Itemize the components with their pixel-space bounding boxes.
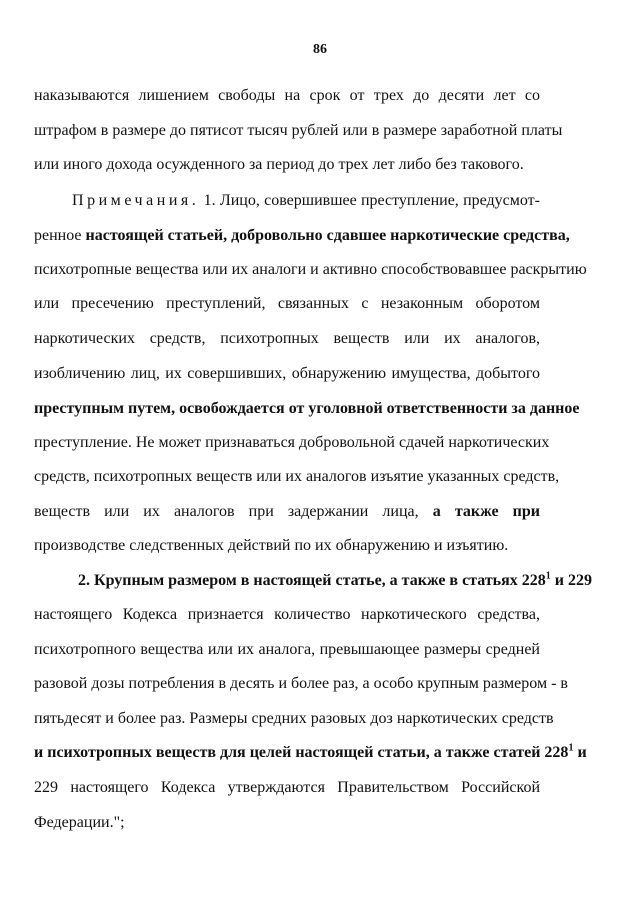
notes-paragraph-line-7: преступным путем, освобождается от уголовной ответственности за данное bbox=[34, 400, 580, 417]
notes-paragraph-line-5: наркотических средств, психотропных веществ или их аналогов, bbox=[34, 330, 540, 347]
notes-paragraph-line-6: изобличению лиц, их совершивших, обнаружению имущества, добытого bbox=[34, 365, 540, 382]
notes-paragraph-line-3: психотропные вещества или их аналоги и активно способствовавшее раскрытию bbox=[34, 261, 587, 278]
paragraph-3-line-6: и психотропных веществ для целей настоящей статьи, а также статей $228^1$ и bbox=[34, 742, 587, 761]
page-number: 86 bbox=[313, 42, 327, 57]
paragraph-3-line-7: 229 настоящего Кодекса утверждаются Правительством Российской bbox=[34, 779, 540, 796]
paragraph-1-line-3: или иного дохода осужденного за период до трех лет либо без такового. bbox=[34, 156, 524, 173]
notes-heading: Примечания. bbox=[72, 192, 200, 209]
paragraph-1-line-1: наказываются лишением свободы на срок от трех до десяти лет со bbox=[34, 87, 540, 104]
notes-paragraph-line-1: Примечания. 1. Лицо, совершившее преступление, предусмот- bbox=[72, 192, 540, 209]
paragraph-3-line-1: 2. Крупным размером в настоящей статье, а также в статьях $228^1$ и 229 bbox=[78, 570, 593, 589]
paragraph-3-line-4: разовой дозы потребления в десять и более раз, а особо крупным размером - в bbox=[34, 675, 568, 692]
paragraph-1-line-2: штрафом в размере до пятисот тысяч рублей или в размере заработной платы bbox=[34, 122, 563, 139]
notes-paragraph-line-8: преступление. Не может признаваться добровольной сдачей наркотических bbox=[34, 434, 550, 451]
notes-paragraph-line-4: или пресечению преступлений, связанных с незаконным оборотом bbox=[34, 295, 540, 312]
paragraph-3-line-3: психотропного вещества или их аналога, превышающее размеры средней bbox=[34, 641, 540, 658]
notes-paragraph-line-11: производстве следственных действий по их обнаружению и изъятию. bbox=[34, 537, 509, 554]
paragraph-3-line-5: пятьдесят и более раз. Размеры средних разовых доз наркотических средств bbox=[34, 710, 554, 727]
notes-paragraph-line-10: веществ или их аналогов при задержании лица, а также при bbox=[34, 503, 540, 520]
notes-paragraph-line-2: ренное настоящей статьей, добровольно сдавшее наркотические средства, bbox=[34, 227, 570, 244]
paragraph-3-line-8: Федерации."; bbox=[34, 814, 125, 831]
paragraph-3-line-2: настоящего Кодекса признается количество наркотического средства, bbox=[34, 606, 540, 623]
notes-paragraph-line-9: средств, психотропных веществ или их аналогов изъятие указанных средств, bbox=[34, 468, 560, 485]
